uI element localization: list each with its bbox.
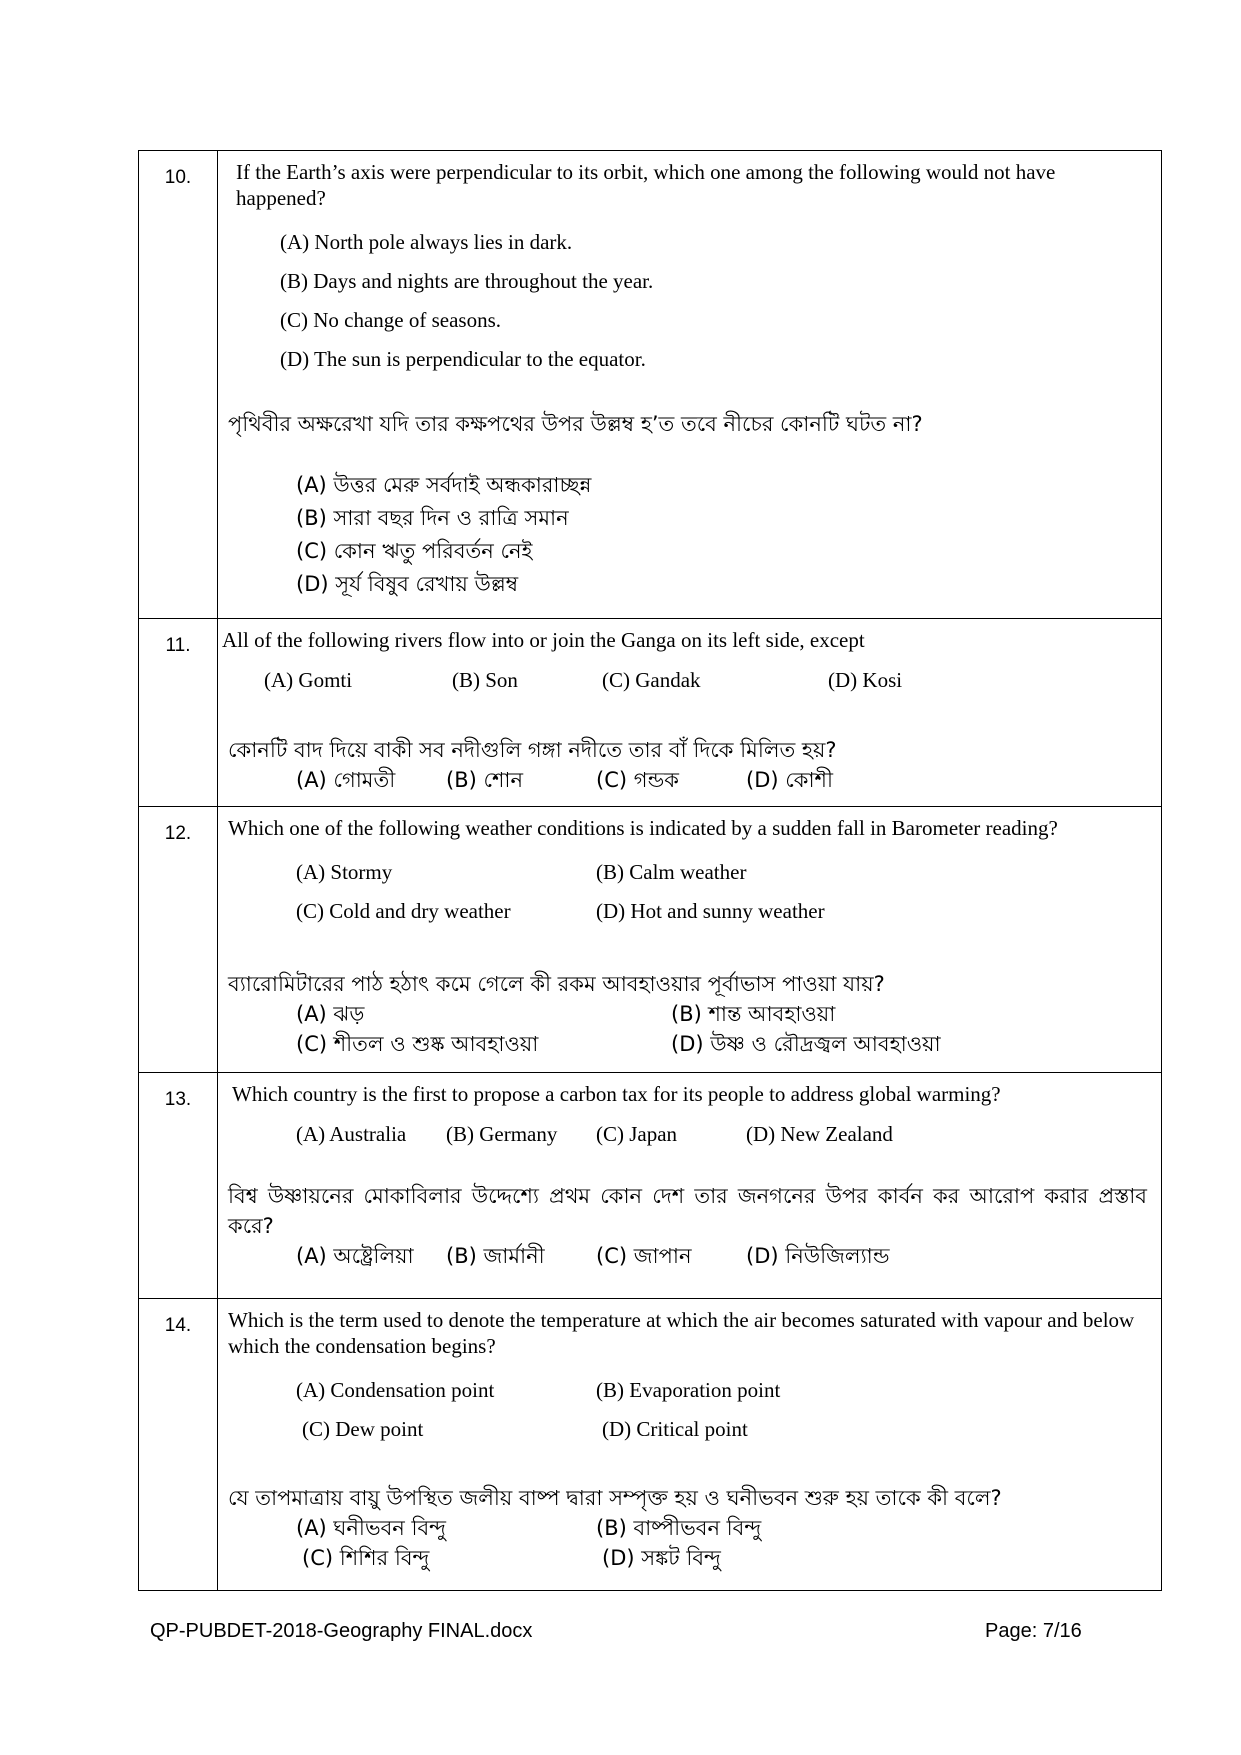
question-text-en: Which country is the first to propose a carbon tax for its people to address global warming? [232,1082,1001,1106]
option-c-en: (C) Dew point [302,1417,424,1441]
question-row [139,1299,1162,1591]
option-b-bn: (B) সারা বছর দিন ও রাত্রি সমান [296,506,569,530]
option-a-bn: (A) গোমতী [296,768,396,792]
option-b-en: (B) Son [452,668,518,692]
option-b-bn: (B) শান্ত আবহাওয়া [671,1002,836,1026]
question-number: 11. [139,619,218,807]
option-c-bn: (C) শিশির বিন্দু [302,1546,430,1570]
option-b-en: (B) Calm weather [596,860,747,884]
option-c-en: (C) Gandak [602,668,701,692]
option-d-en: (D) Critical point [602,1417,748,1441]
option-a-en: (A) Australia [296,1122,407,1146]
question-row [139,1073,1162,1299]
question-text-bn: বিশ্ব উষ্ণায়নের মোকাবিলার উদ্দেশ্যে প্রথম কোন দেশ তার জনগনের উপর কার্বন কর আরোপ করার প্রস্তাব করে? [228,1184,1147,1238]
option-c-bn: (C) কোন ঋতু পরিবর্তন নেই [296,539,533,563]
question-text-bn: কোনটি বাদ দিয়ে বাকী সব নদীগুলি গঙ্গা নদীতে তার বাঁ দিকে মিলিত হয়? [228,738,837,762]
option-b-bn: (B) শোন [446,768,524,792]
option-a-bn: (A) ঘনীভবন বিন্দু [296,1516,447,1540]
question-number: 10. [139,151,218,619]
option-a-bn: (A) অষ্ট্রেলিয়া [296,1244,414,1268]
option-d-en: (D) Hot and sunny weather [596,899,825,923]
option-b-bn: (B) বাষ্পীভবন বিন্দু [596,1516,762,1540]
option-a-en: (A) Condensation point [296,1378,495,1402]
question-number: 13. [139,1073,218,1299]
option-b-en: (B) Days and nights are throughout the year. [280,269,654,293]
option-d-en: (D) Kosi [828,668,903,692]
option-d-bn: (D) কোশী [746,768,833,792]
option-d-bn: (D) নিউজিল্যান্ড [746,1244,890,1268]
option-d-en: (D) New Zealand [746,1122,893,1146]
option-a-bn: (A) উত্তর মেরু সর্বদাই অন্ধকারাচ্ছন্ন [296,473,592,497]
footer-page-number: Page: 7/16 [985,1620,1082,1642]
option-a-en: (A) North pole always lies in dark. [280,230,573,254]
option-d-bn: (D) উষ্ণ ও রৌদ্রজ্বল আবহাওয়া [671,1032,941,1056]
question-number: 12. [139,807,218,1073]
option-c-bn: (C) শীতল ও শুষ্ক আবহাওয়া [296,1032,539,1056]
option-d-en: (D) The sun is perpendicular to the equator. [280,347,646,371]
question-text-en: Which one of the following weather conditions is indicated by a sudden fall in Barometer reading? [228,816,1058,840]
question-table [138,150,1162,1591]
option-b-en: (B) Germany [446,1122,558,1146]
option-a-en: (A) Stormy [296,860,393,884]
question-text-bn: যে তাপমাত্রায় বায়ু উপস্থিত জলীয় বাষ্প দ্বারা সম্পৃক্ত হয় ও ঘনীভবন শুরু হয় তাকে কী বলে? [228,1486,1002,1510]
question-row [139,619,1162,807]
option-c-bn: (C) জাপান [596,1244,692,1268]
option-b-bn: (B) জার্মানী [446,1244,545,1268]
option-c-en: (C) Cold and dry weather [296,899,511,923]
question-text-en: Which is the term used to denote the temperature at which the air becomes saturated with vapour and below which the condensation begins? [228,1308,1135,1358]
option-a-bn: (A) ঝড় [296,1002,365,1026]
question-text-bn: পৃথিবীর অক্ষরেখা যদি তার কক্ষপথের উপর উল্লম্ব হ’ত তবে নীচের কোনটি ঘটত না? [228,412,923,436]
question-text-en: All of the following rivers flow into or join the Ganga on its left side, except [222,628,865,652]
question-text-en: If the Earth’s axis were perpendicular to its orbit, which one among the following would not have happened? [236,160,1056,210]
question-row [139,807,1162,1073]
option-b-en: (B) Evaporation point [596,1378,781,1402]
option-c-bn: (C) গন্ডক [596,768,679,792]
footer-filename: QP-PUBDET-2018-Geography FINAL.docx [150,1620,533,1642]
option-d-bn: (D) সঙ্কট বিন্দু [602,1546,721,1570]
option-c-en: (C) Japan [596,1122,678,1146]
option-d-bn: (D) সূর্য বিষুব রেখায় উল্লম্ব [296,572,519,596]
option-a-en: (A) Gomti [264,668,353,692]
question-text-bn: ব্যারোমিটারের পাঠ হঠাৎ কমে গেলে কী রকম আবহাওয়ার পূর্বাভাস পাওয়া যায়? [228,972,885,996]
question-row [139,151,1162,619]
question-number: 14. [139,1299,218,1591]
option-c-en: (C) No change of seasons. [280,308,502,332]
